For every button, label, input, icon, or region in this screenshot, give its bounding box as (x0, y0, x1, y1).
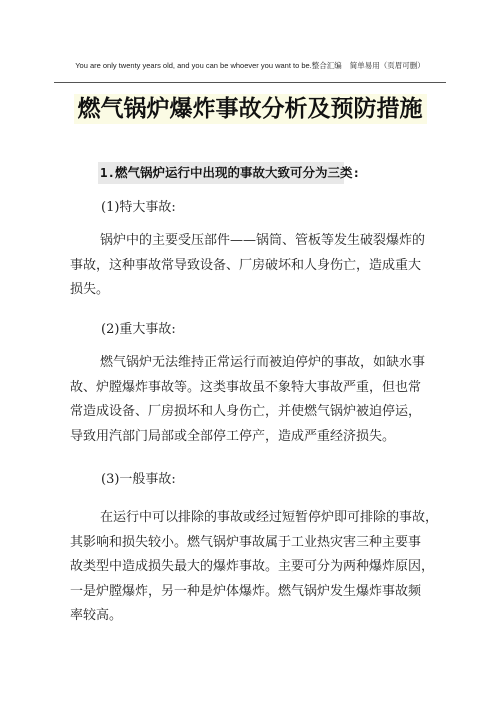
item-paragraph-3 (70, 506, 439, 629)
item-label-2: (2)重大事故: (101, 322, 176, 337)
header-divider (54, 82, 446, 83)
paragraph-line: 在运行中可以排除的事故或经过短暂停炉即可排除的事故， (100, 510, 439, 525)
paragraph-line: 事故，这种事故常导致设备、厂房破坏和人身伤亡，造成重大 (70, 257, 422, 273)
page-header (54, 60, 446, 71)
document-title: 燃气锅炉爆炸事故分析及预防措施 (60, 93, 440, 125)
item-paragraph-1 (70, 229, 430, 303)
item-paragraph-2 (70, 351, 430, 449)
header-note: 简单易用（页眉可删） (349, 61, 425, 70)
header-quote: You are only twenty years old, and you can be whoever you want to be.整合汇编 (75, 61, 342, 70)
paragraph-line: 一是炉膛爆炸，另一种是炉体爆炸。燃气锅炉发生爆炸事故频 (70, 583, 422, 599)
paragraph-line: 燃气锅炉无法维持正常运行而被迫停炉的事故，如缺水事 (100, 355, 426, 370)
paragraph-line: 率较高。 (70, 608, 123, 623)
section-heading: 1.燃气锅炉运行中出现的事故大致可分为三类: (98, 162, 344, 184)
paragraph-line: 故类型中造成损失最大的爆炸事故。主要可分为两种爆炸原因， (70, 559, 435, 574)
paragraph-line: 其影响和损失较小。燃气锅炉事故属于工业热灾害三种主要事 (70, 534, 422, 550)
paragraph-line: 故、炉膛爆炸事故等。这类事故虽不象特大事故严重，但也常 (70, 379, 422, 395)
paragraph-line: 锅炉中的主要受压部件——锅筒、管板等发生破裂爆炸的 (100, 233, 426, 248)
paragraph-line: 导致用汽部门局部或全部停工停产，造成严重经济损失。 (70, 428, 396, 444)
paragraph-line: 损失。 (70, 282, 110, 297)
item-label-3: (3)一般事故: (101, 472, 176, 487)
item-label-1: (1)特大事故: (101, 200, 176, 215)
paragraph-line: 常造成设备、厂房损坏和人身伤亡，并使燃气锅炉被迫停运， (70, 404, 422, 419)
